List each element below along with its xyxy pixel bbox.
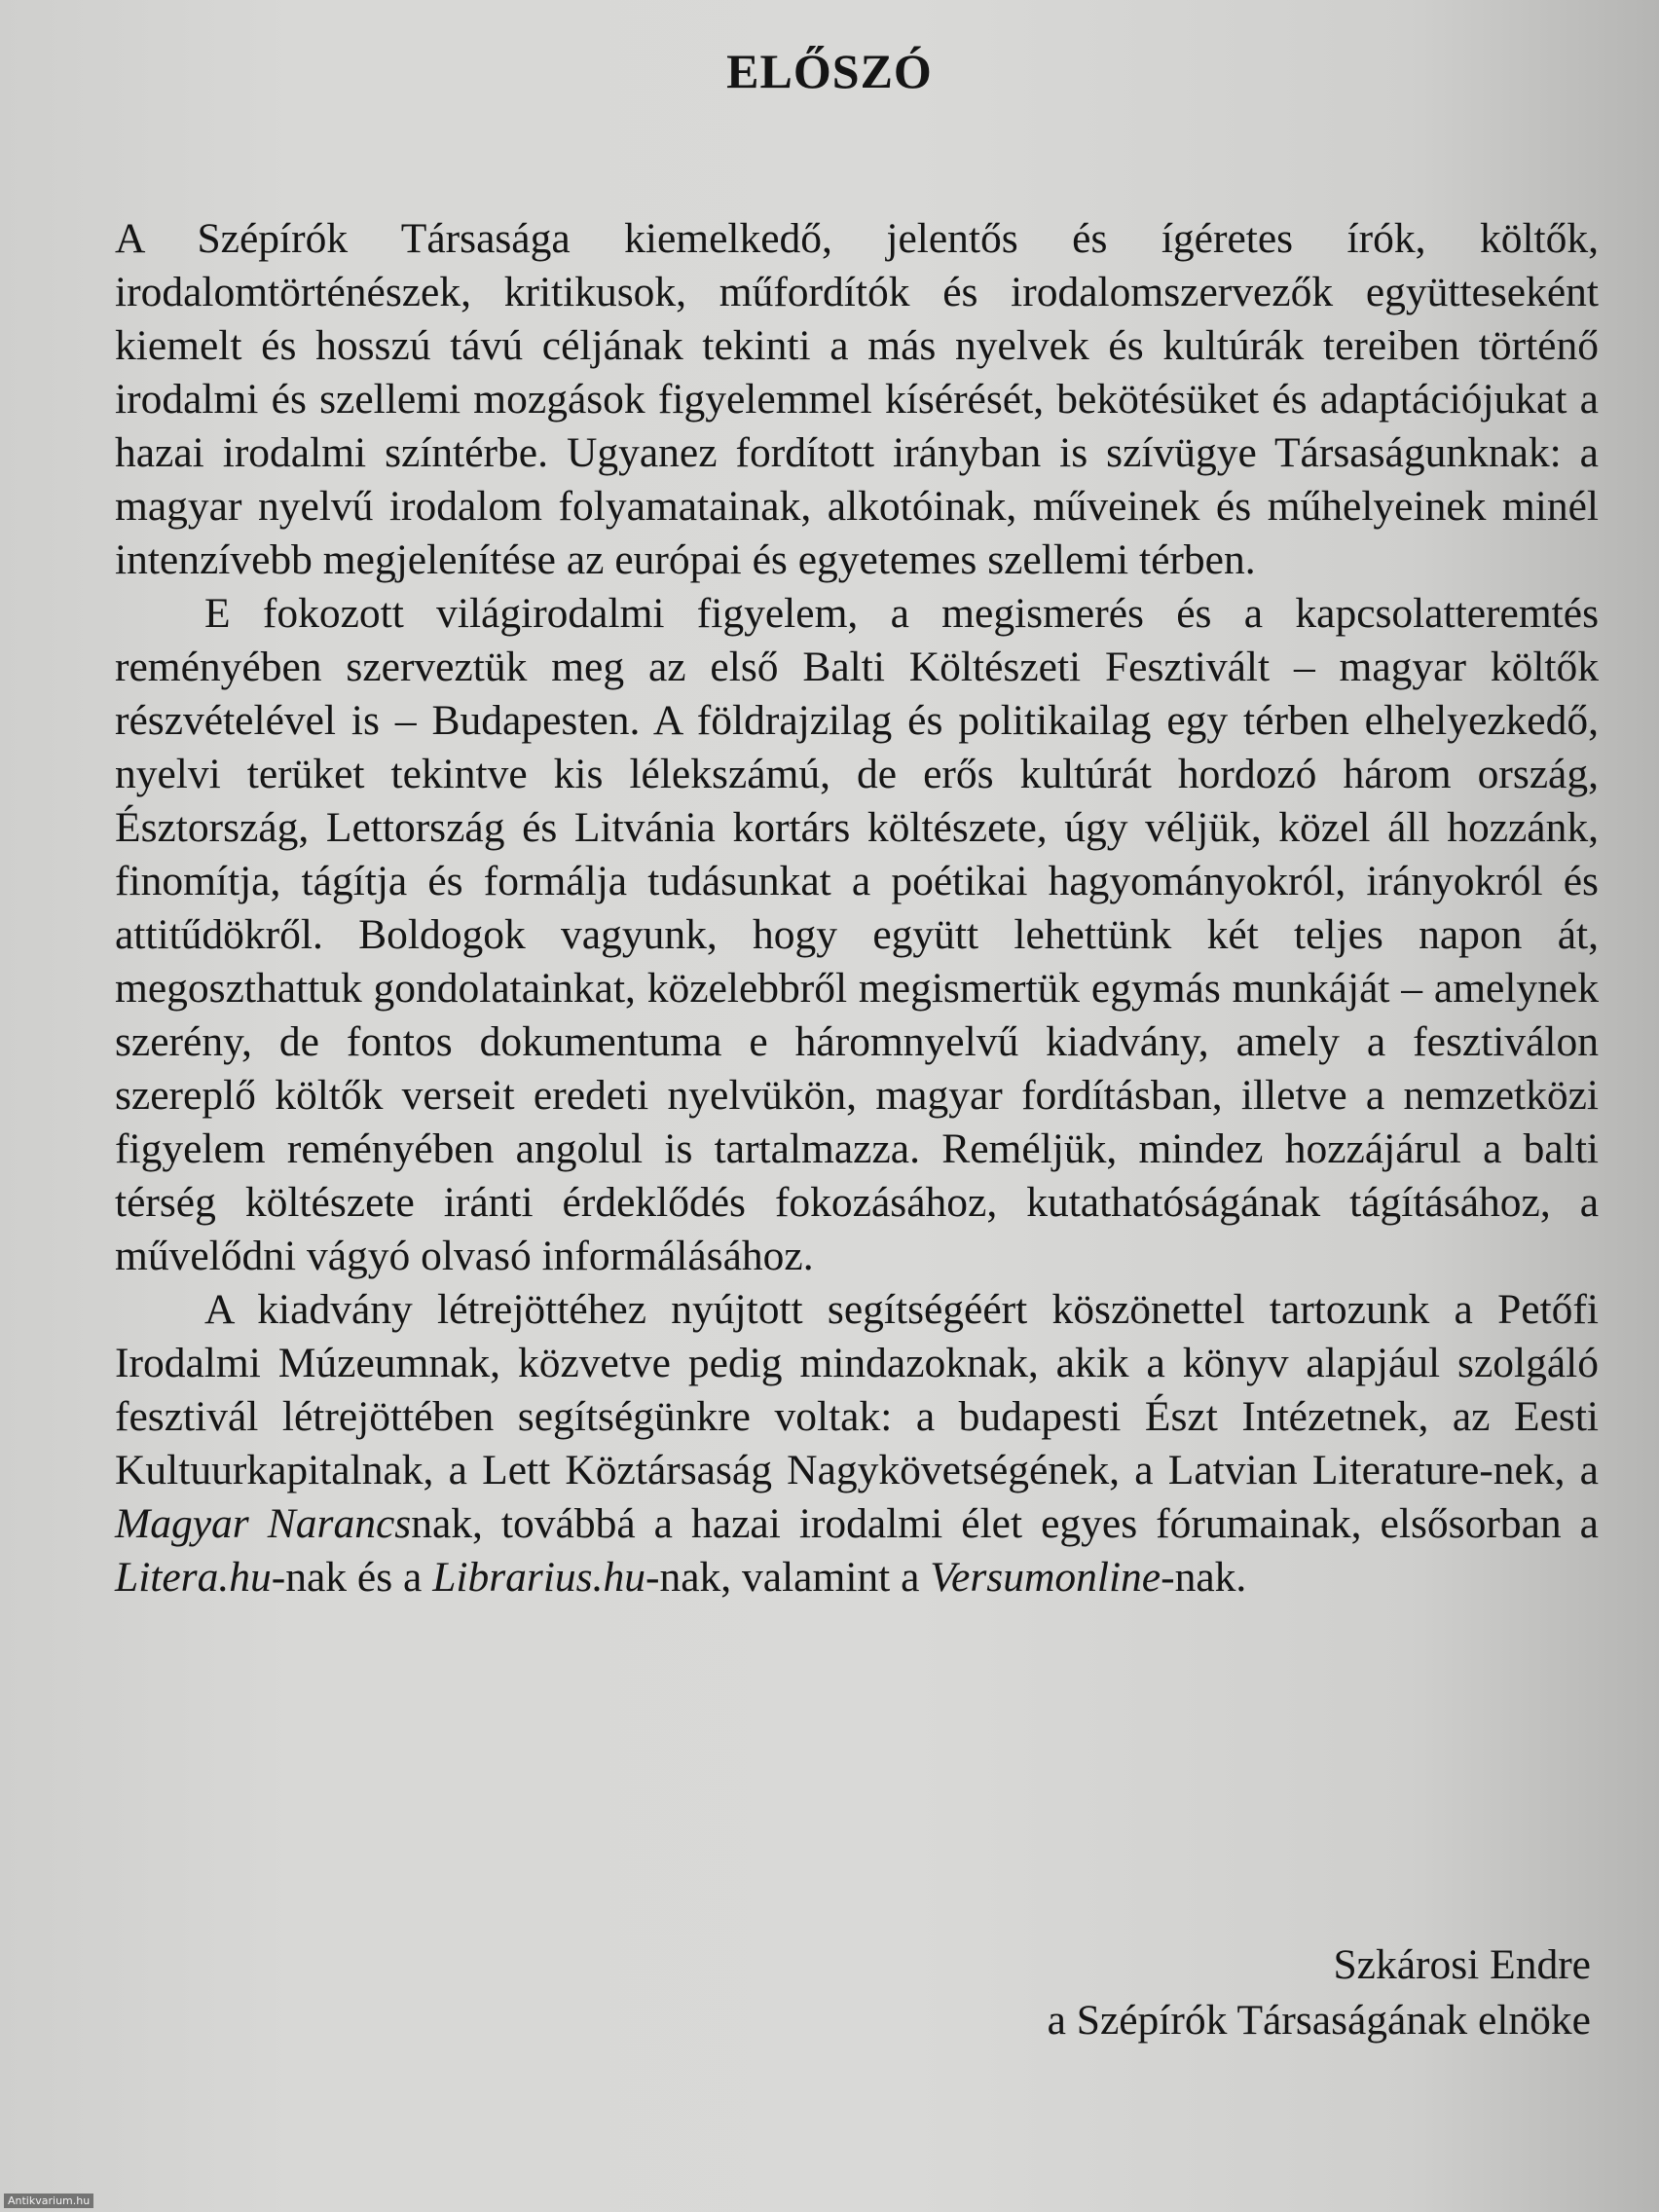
signature-block [1048, 1937, 1591, 2048]
watermark: Antikvarium.hu [4, 2194, 93, 2208]
body-text [115, 212, 1599, 1604]
paragraph-3-text: -nak, valamint a [645, 1554, 931, 1601]
italic-title-librarius: Librarius.hu [432, 1554, 645, 1601]
paragraph-3 [115, 1283, 1599, 1604]
paragraph-1: A Szépírók Társasága kiemelkedő, jelentős és ígéretes írók, költők, irodalomtörténészek, kritikusok, műfordítók és irodalomszervezők együtteseként kiemelt és hosszú távú céljának tekinti a más nyelvek és kultúrák tereiben történő irodalmi és szellemi mozgások figyelemmel kísérését, bekötésüket és adaptációjukat a hazai irodalmi színtérbe. Ugyanez fordított irányban is szívügye Társaságunknak: a magyar nyelvű irodalom folyamatainak, alkotóinak, műveinek és műhelyeinek minél intenzívebb megjelenítése az európai és egyetemes szellemi térben. [115, 215, 1599, 583]
paragraph-3-text: nak, továbbá a hazai irodalmi élet egyes fórumainak, elsősorban a [411, 1500, 1599, 1547]
paragraph-3-text: -nak. [1161, 1554, 1247, 1601]
italic-title-magyar-narancs: Magyar Narancs [115, 1500, 412, 1547]
page-title: ELŐSZÓ [726, 44, 933, 98]
signature-name: Szkárosi Endre [1333, 1941, 1591, 1988]
paragraph-3-text: -nak és a [271, 1554, 433, 1601]
paragraph-2: E fokozott világirodalmi figyelem, a megismerés és a kapcsolatteremtés reményében szerveztük meg az első Balti Költészeti Fesztivált – magyar költők részvételével is – Budapesten. A földrajzilag és politikailag egy térben elhelyezkedő, nyelvi terüket tekintve kis lélekszámú, de erős kultúrát hordozó három ország, Észtország, Lettország és Litvánia kortárs költészete, úgy véljük, közel áll hozzánk, finomítja, tágítja és formálja tudásunkat a poétikai hagyományokról, irányokról és attitűdökről. Boldogok vagyunk, hogy együtt lehettünk két teljes napon át, megoszthattuk gondolatainkat, közelebbről megismertük egymás munkáját – amelynek szerény, de fontos dokumentuma e háromnyelvű kiadvány, amely a fesztiválon szereplő költők verseit eredeti nyelvükön, magyar fordításban, illetve a nemzetközi figyelem reményében angolul is tartalmazza. Reméljük, mindez hozzájárul a balti térség költészete iránti érdeklődés fokozásához, kutathatóságának tágításához, a művelődni vágyó olvasó informálásához. [115, 590, 1599, 1279]
signature-role: a Szépírók Társaságának elnöke [1047, 1997, 1591, 2044]
paragraph-3-text: A kiadvány létrejöttéhez nyújtott segítségéért köszönettel tartozunk a Petőfi Irodalmi Múzeumnak, közvetve pedig mindazoknak, akik a könyv alapjául szolgáló fesztivál létrejöttében segítségünkre voltak: a budapesti Észt Intézetnek, az Eesti Kultuurkapitalnak, a Lett Köztársaság Nagykövetségének, a Latvian Literature-nek, a [115, 1286, 1599, 1493]
italic-title-versumonline: Versumonline [930, 1554, 1161, 1601]
italic-title-litera: Litera.hu [115, 1554, 272, 1601]
